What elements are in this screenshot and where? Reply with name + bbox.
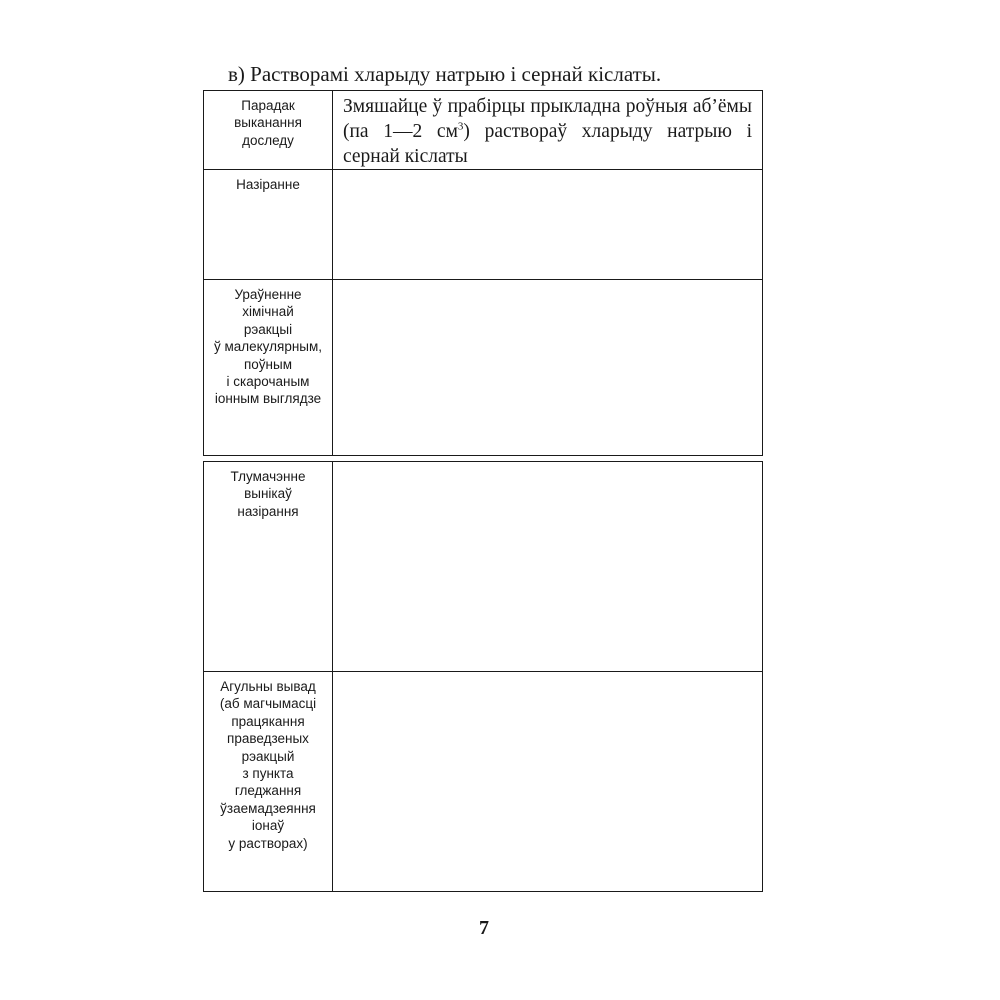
label-line: доследу	[242, 132, 294, 148]
label-line: Парадак	[241, 98, 295, 113]
label-line: і скарочаным	[226, 374, 310, 390]
equation-row	[204, 280, 763, 456]
explanation-label	[204, 462, 333, 672]
conclusion-answer-field[interactable]	[333, 672, 763, 892]
label-line: Назіранне	[236, 177, 300, 192]
label-line: гледжання	[234, 783, 302, 799]
procedure-label	[204, 91, 333, 170]
observation-answer-field[interactable]	[333, 170, 763, 280]
conclusion-row	[204, 672, 763, 892]
experiment-table-2	[203, 461, 763, 892]
label-line: рэакцыі	[243, 321, 293, 337]
experiment-table-1	[203, 90, 763, 456]
equation-answer-field[interactable]	[333, 280, 763, 456]
label-line: назірання	[237, 503, 299, 519]
label-line: рэакцый	[241, 748, 295, 764]
label-line: іонаў	[251, 818, 285, 834]
superscript-3: 3	[457, 120, 464, 133]
label-line: (аб магчымасці	[219, 696, 317, 712]
observation-row	[204, 170, 763, 280]
label-line: вынікаў	[244, 486, 292, 502]
procedure-row	[204, 91, 763, 170]
label-line: ўзаемадзеяння	[220, 800, 316, 816]
label-line: Ураўненне	[234, 287, 302, 302]
label-line: выканання	[234, 115, 302, 131]
explanation-answer-field[interactable]	[333, 462, 763, 672]
procedure-text-part: Змяшайце ў прабірцы прыкладна роўныя аб’ёмы (па 1—2 см	[343, 96, 752, 142]
section-heading: в) Растворамі хларыду натрыю і сернай кіслаты.	[228, 62, 662, 86]
label-line: Агульны вывад	[220, 679, 316, 694]
observation-label	[204, 170, 333, 280]
procedure-text	[333, 91, 763, 170]
label-line: хімічнай	[242, 304, 294, 320]
label-line: з пункта	[242, 766, 294, 782]
label-line: ў малекулярным,	[213, 339, 323, 355]
procedure-text-part: ) раствораў хларыду натрыю і сернай кіслаты	[343, 121, 752, 167]
label-line: поўным	[243, 356, 292, 372]
page-number: 7	[479, 917, 489, 939]
label-line: іонным выглядзе	[214, 391, 322, 407]
label-line: Тлумачэнне	[230, 469, 306, 484]
label-line: у растворах)	[228, 835, 308, 851]
equation-label	[204, 280, 333, 456]
explanation-row	[204, 462, 763, 672]
label-line: праведзеных	[227, 731, 309, 747]
conclusion-label	[204, 672, 333, 892]
label-line: працякання	[231, 713, 305, 729]
